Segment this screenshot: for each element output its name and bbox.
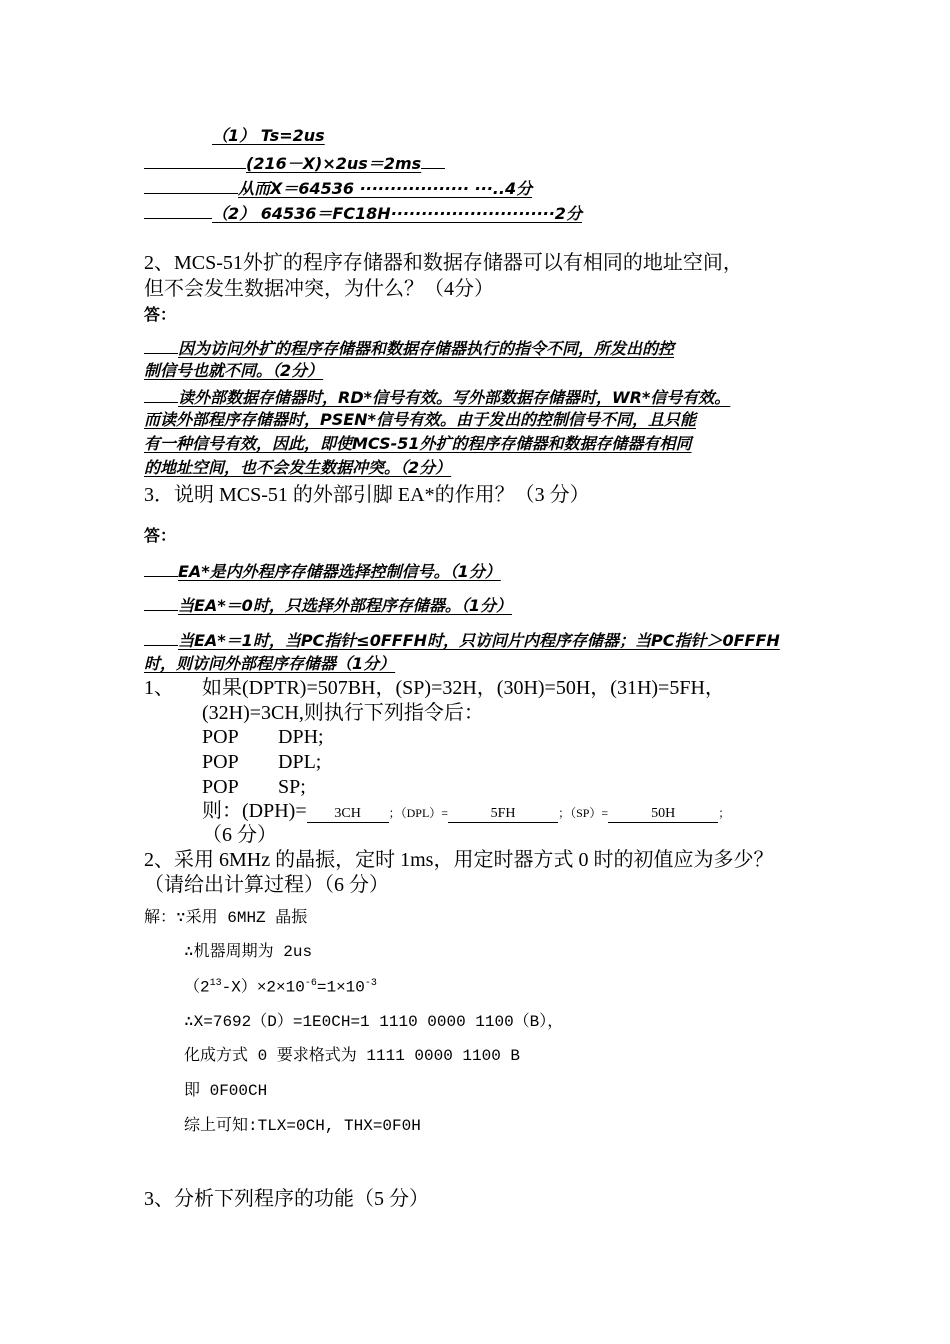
p1-answer-line: 则：(DPH)= 3CH ；（DPL）= 5FH ；（SP）= 50H ；	[202, 800, 731, 822]
q3-answer-line-2: 当EA*＝0时，只选择外部程序存储器。（1分）	[144, 596, 512, 614]
calc-line-2: (216－X)×2us＝2ms	[144, 154, 445, 172]
p3-text: 3、分析下列程序的功能（5 分）	[144, 1188, 429, 1210]
q3-answer-line-1: EA*是内外程序存储器选择控制信号。（1分）	[144, 562, 501, 580]
q3-answer-label: 答：	[144, 526, 177, 545]
dpl-blank: 5FH	[448, 806, 558, 823]
q2-answer-line-5: 有一种信号有效，因此，即使MCS-51外扩的程序存储器和数据存储器有相同	[144, 434, 692, 453]
q2-answer-line-1: 因为访问外扩的程序存储器和数据存储器执行的指令不同，所发出的控	[144, 339, 674, 357]
q3-answer-line-3: 当EA*＝1时，当PC指针≤0FFFH时，只访问片内程序存储器；当PC指针＞0FFFH	[144, 631, 780, 649]
p1-code-op-3: POP	[202, 776, 239, 798]
p1-code-op-1: POP	[202, 726, 239, 748]
calc-line-4: （2） 64536＝FC18H···························2分	[144, 204, 582, 222]
p2-solution-line-4: 化成方式 0 要求格式为 1111 0000 1100 B	[184, 1047, 521, 1065]
p2-solution-line-3: ∴X=7692（D）=1E0CH=1 1110 0000 1100（B），	[184, 1013, 564, 1031]
p2-solution-line-2: ∴机器周期为 2us	[184, 943, 313, 961]
p1-code-op-2: POP	[202, 751, 239, 773]
dph-blank: 3CH	[307, 806, 389, 823]
p1-number: 1、	[144, 677, 174, 699]
p2-text-line-2: （请给出计算过程）（6 分）	[144, 874, 389, 896]
p2-solution-line-6: 综上可知:TLX=0CH, THX=0F0H	[184, 1117, 421, 1135]
q3-text: 3．说明 MCS-51 的外部引脚 EA*的作用？（3 分）	[144, 484, 590, 506]
p2-text-line-1: 2、采用 6MHz 的晶振，定时 1ms，用定时器方式 0 时的初值应为多少？	[144, 849, 774, 871]
q3-answer-line-4: 时，则访问外部程序存储器（1分）	[144, 654, 396, 673]
p2-solution-equation: $(2^{13}-X)\times 2\times 10^{-6}=1\times 10^{-3}$	[184, 978, 377, 997]
p1-text-line-2: (32H)=3CH,则执行下列指令后：	[202, 702, 484, 724]
p1-text-line-1: 如果(DPTR)=507BH，(SP)=32H，(30H)=50H，(31H)=5FH，	[202, 677, 725, 699]
q2-answer-line-2: 制信号也就不同。（2分）	[144, 361, 324, 380]
p1-score: （6 分）	[202, 824, 277, 846]
p2-solution-line-1: 解：∵采用 6MHZ 晶振	[144, 909, 308, 927]
q2-text-line-1: 2、MCS-51外扩的程序存储器和数据存储器可以有相同的地址空间，	[144, 252, 743, 274]
p1-code-arg-3: SP;	[278, 776, 306, 798]
calc-line-3: 从而X＝64536 ·················· ···..4分	[144, 179, 532, 197]
sp-blank: 50H	[608, 806, 718, 823]
q2-answer-line-4: 而读外部程序存储器时，PSEN*信号有效。由于发出的控制信号不同，且只能	[144, 410, 696, 429]
calc-line-1: （1） Ts=2us	[212, 126, 325, 145]
p1-code-arg-2: DPL;	[278, 751, 322, 773]
p1-code-arg-1: DPH;	[278, 726, 324, 748]
q2-answer-label: 答：	[144, 305, 177, 324]
q2-text-line-2: 但不会发生数据冲突，为什么？（4分）	[144, 278, 494, 300]
p2-solution-line-5: 即 0F00CH	[184, 1082, 268, 1100]
q2-answer-line-6: 的地址空间，也不会发生数据冲突。（2分）	[144, 458, 452, 477]
q2-answer-line-3: 读外部数据存储器时，RD*信号有效。写外部数据存储器时，WR*信号有效。	[144, 388, 730, 406]
